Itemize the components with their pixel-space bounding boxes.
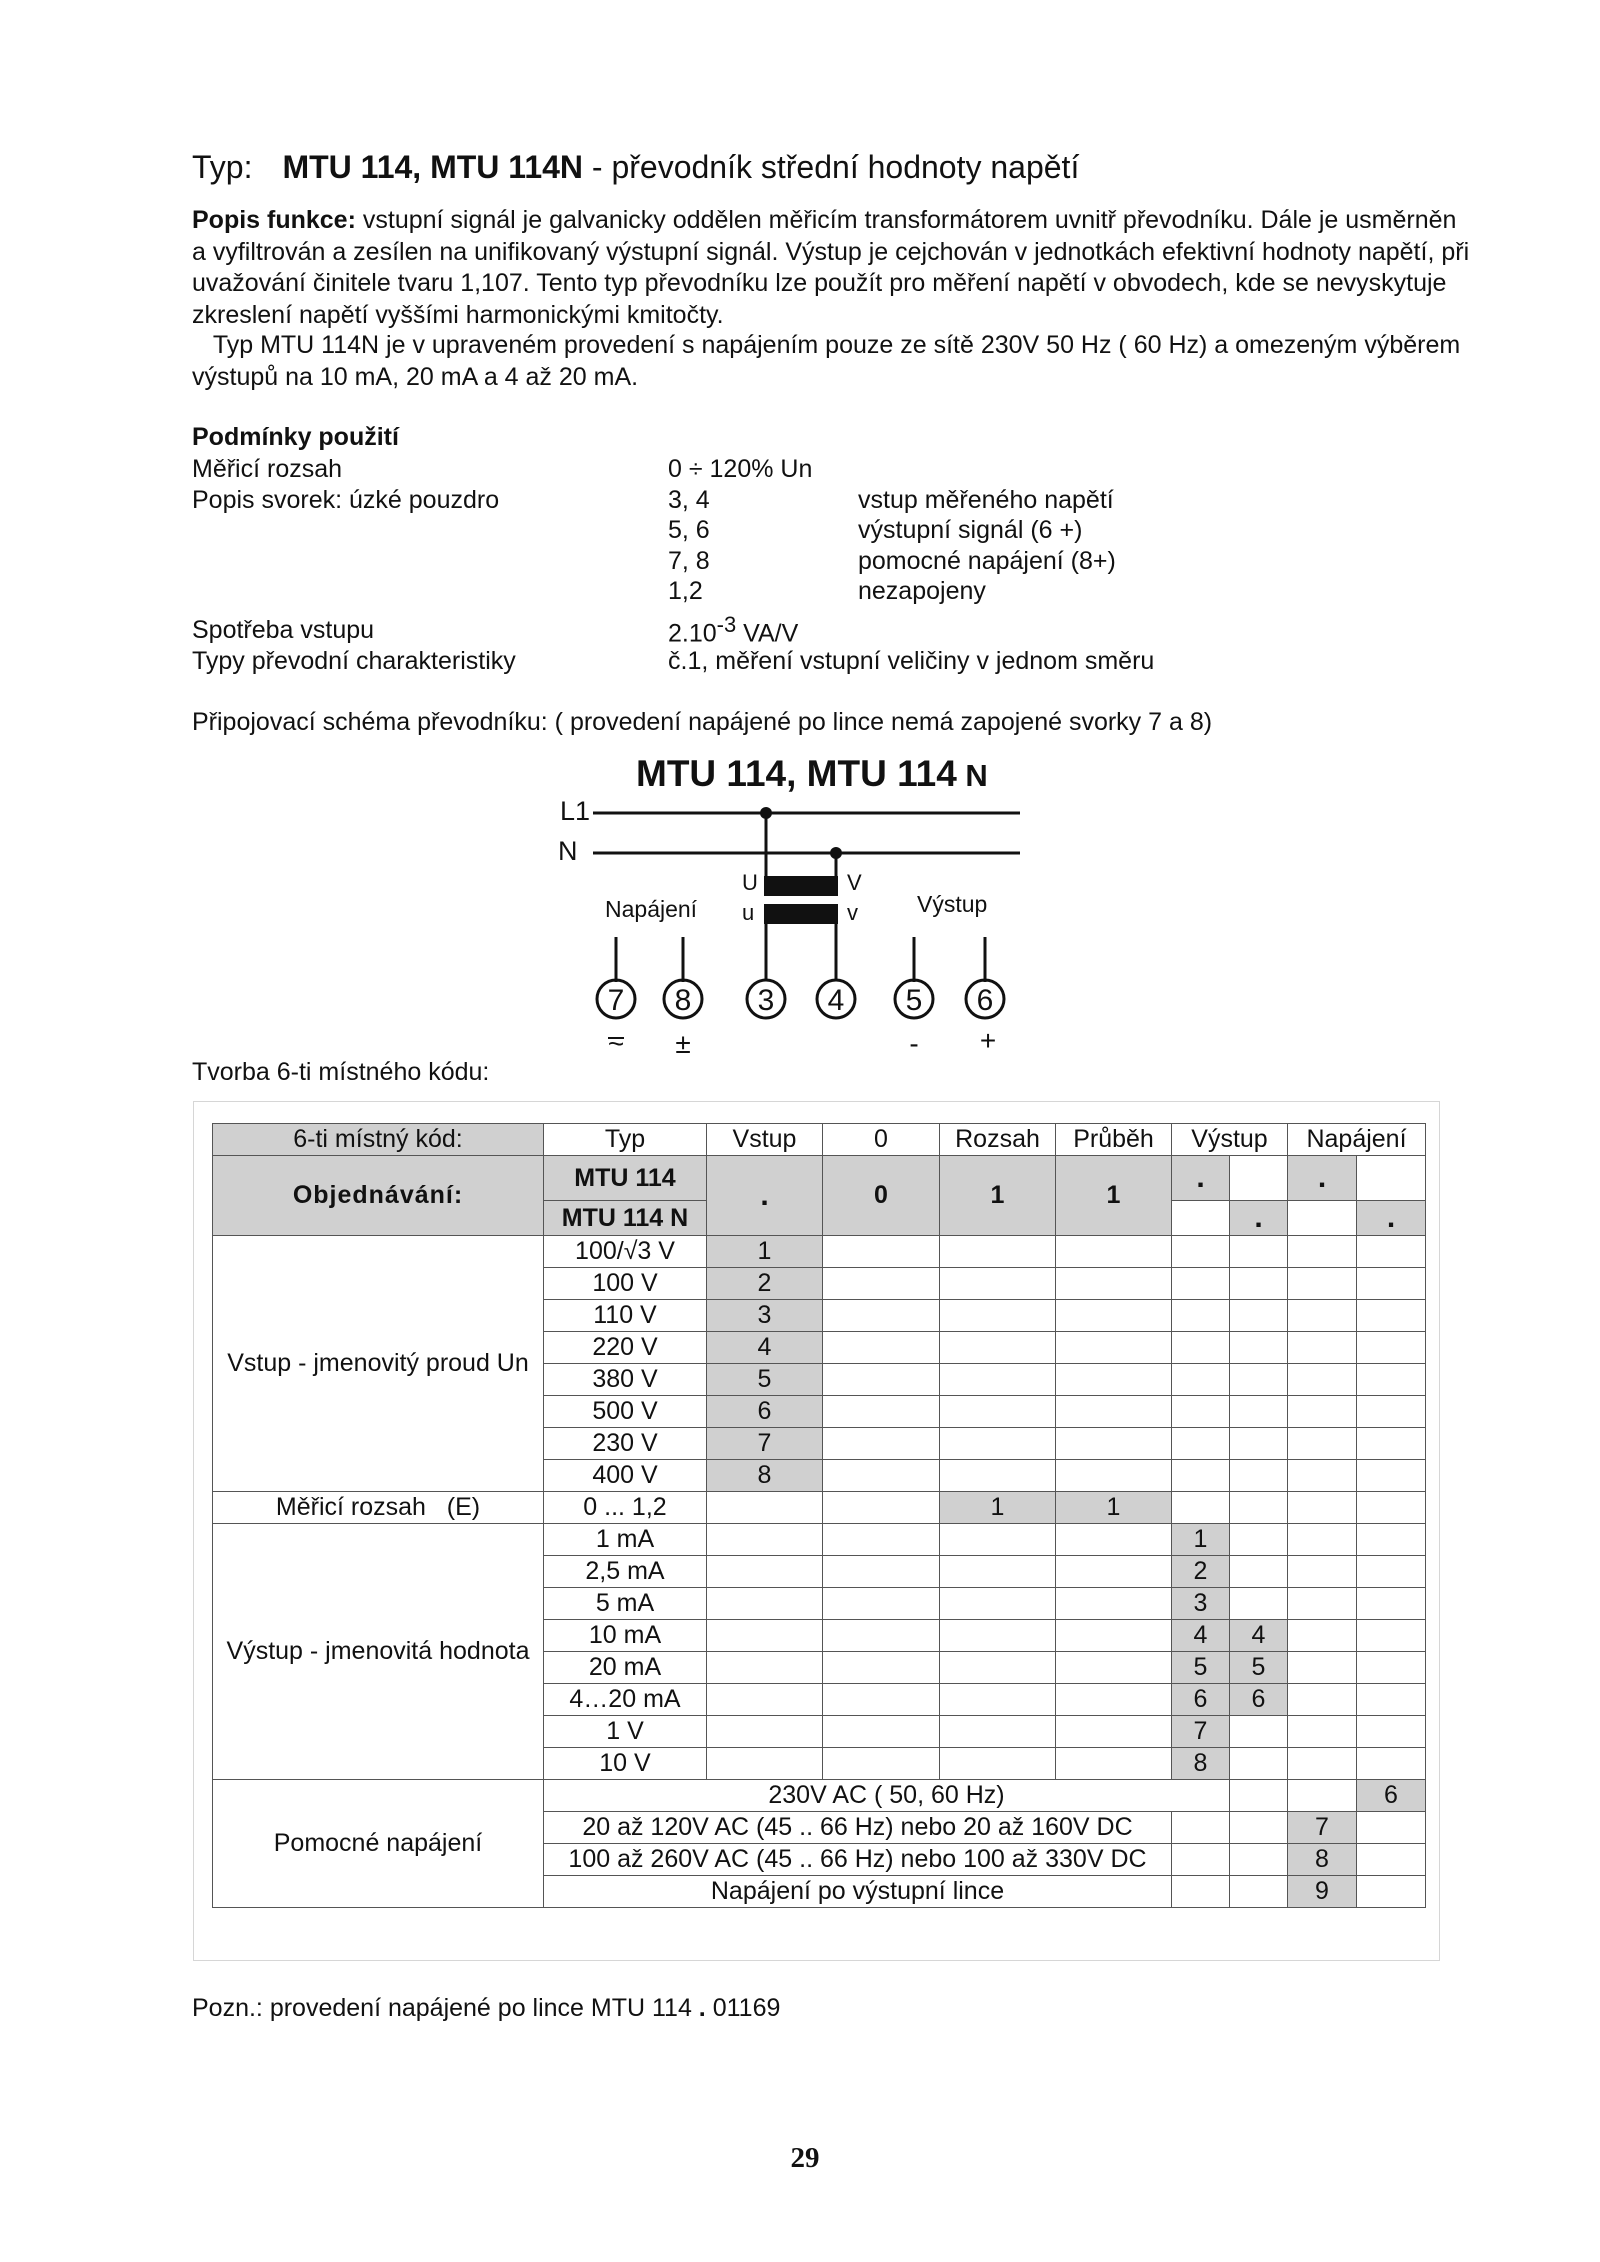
order-type: MTU 114 N: [544, 1201, 707, 1236]
page-title: [192, 149, 1079, 186]
page-number: 29: [790, 2142, 820, 2174]
output-code: 4: [1172, 1620, 1230, 1652]
output-value: 4…20 mA: [544, 1684, 707, 1716]
header-cell: 0: [823, 1124, 940, 1156]
terminal-pins: 5, 6: [668, 516, 710, 544]
header-cell: Průběh: [1056, 1124, 1172, 1156]
conditions-heading: Podmínky použití: [192, 423, 399, 451]
schema-caption: Připojovací schéma převodníku: ( provedení napájené po lince nemá zapojené svorky 7 a 8): [192, 708, 1213, 736]
junction-dot: [830, 847, 842, 859]
winding-label: V: [847, 870, 862, 895]
input-code: 4: [707, 1332, 823, 1364]
header-cell: 6-ti místný kód:: [213, 1124, 544, 1156]
characteristic-value: č.1, měření vstupní veličiny v jednom směru: [668, 647, 1155, 675]
terminal-desc: pomocné napájení (8+): [858, 547, 1116, 575]
output-code: 5: [1172, 1652, 1230, 1684]
terminal-pins: 1,2: [668, 577, 703, 605]
output-value: 1 V: [544, 1716, 707, 1748]
winding-label: U: [742, 870, 758, 895]
output-code-n: [1230, 1588, 1288, 1620]
terminal-desc: nezapojeny: [858, 577, 986, 605]
power-code-n: 6: [1357, 1780, 1426, 1812]
power-code: 9: [1288, 1876, 1357, 1908]
terminal-circle: [817, 980, 855, 1018]
terminal-number: 5: [905, 984, 923, 1017]
order-dot: .: [707, 1156, 823, 1236]
terminal-number: 6: [976, 984, 994, 1017]
power-code: 7: [1288, 1812, 1357, 1844]
terminal-sign: ~: [607, 1028, 625, 1059]
consumption-unit: VA/V: [736, 619, 799, 648]
output-code-n: [1230, 1524, 1288, 1556]
order-type: MTU 114: [544, 1156, 707, 1201]
range-value: 0 ÷ 120% Un: [668, 455, 813, 483]
order-dot: .: [1172, 1156, 1230, 1201]
consumption-value: [668, 612, 798, 648]
function-label: Popis funkce:: [192, 206, 356, 234]
note: [192, 1994, 780, 2023]
input-code: 1: [707, 1236, 823, 1268]
input-code: 5: [707, 1364, 823, 1396]
ordering-code-table: [212, 1123, 1426, 1908]
junction-dot: [760, 807, 772, 819]
model-names: MTU 114, MTU 114N: [282, 149, 584, 185]
empty-cell: [1357, 1156, 1426, 1201]
output-value: 5 mA: [544, 1588, 707, 1620]
range-code: 1: [940, 1492, 1056, 1524]
shape-code: 1: [1056, 1492, 1172, 1524]
line-l1-label: L1: [560, 796, 591, 826]
title-subtitle: - převodník střední hodnoty napětí: [583, 149, 1080, 185]
order-row: [213, 1156, 1426, 1201]
output-code-n: 4: [1230, 1620, 1288, 1652]
range-group-label: Měřicí rozsah (E): [213, 1492, 544, 1524]
power-value: Napájení po výstupní lince: [544, 1876, 1172, 1908]
terminal-pins: 7, 8: [668, 547, 710, 575]
code-caption: Tvorba 6-ti místného kódu:: [192, 1058, 490, 1086]
power-code: 8: [1288, 1844, 1357, 1876]
input-code: 7: [707, 1428, 823, 1460]
input-group-label: Vstup - jmenovitý proud Un: [213, 1236, 544, 1492]
output-code: 7: [1172, 1716, 1230, 1748]
range-value: 0 ... 1,2: [544, 1492, 707, 1524]
header-cell: Rozsah: [940, 1124, 1056, 1156]
table-row: [213, 1492, 1426, 1524]
terminal-desc: vstup měřeného napětí: [858, 486, 1114, 514]
order-shape: 1: [1056, 1156, 1172, 1236]
note-text: Pozn.: provedení napájené po lince MTU 114: [192, 1994, 692, 2022]
line-n-label: N: [558, 836, 578, 866]
header-cell: Výstup: [1172, 1124, 1288, 1156]
input-value: 230 V: [544, 1428, 707, 1460]
output-value: 10 mA: [544, 1620, 707, 1652]
terminal-circle: [966, 980, 1004, 1018]
order-label: Objednávání:: [213, 1156, 544, 1236]
range-label: Měřicí rozsah: [192, 455, 343, 483]
output-code-n: [1230, 1716, 1288, 1748]
output-code-n: [1230, 1748, 1288, 1780]
header-cell: Vstup: [707, 1124, 823, 1156]
terminal-circle: [597, 980, 635, 1018]
input-code: 8: [707, 1460, 823, 1492]
table-header-row: [213, 1124, 1426, 1156]
power-value: 20 až 120V AC (45 .. 66 Hz) nebo 20 až 160V DC: [544, 1812, 1172, 1844]
characteristic-label: Typy převodní charakteristiky: [192, 647, 516, 675]
transformer-primary: [764, 876, 838, 896]
note-dot: .: [691, 1994, 706, 2022]
diagram-title: MTU 114, MTU 114 N: [636, 753, 988, 794]
order-zero: 0: [823, 1156, 940, 1236]
consumption-exponent: -3: [716, 612, 737, 637]
terminal-sign: -: [909, 1028, 919, 1059]
consumption-label: Spotřeba vstupu: [192, 616, 375, 644]
transformer-secondary: [764, 904, 838, 924]
output-value: 1 mA: [544, 1524, 707, 1556]
output-code: 6: [1172, 1684, 1230, 1716]
terminal-number: 4: [827, 984, 845, 1017]
n-variant-description: [192, 330, 1472, 393]
header-cell: Typ: [544, 1124, 707, 1156]
terminal-pins: 3, 4: [668, 486, 710, 514]
function-description: [192, 205, 1472, 331]
terminal-sign: ±: [675, 1028, 691, 1059]
winding-label: u: [742, 900, 755, 925]
empty-cell: [1230, 1156, 1288, 1201]
input-value: 100/√3 V: [544, 1236, 707, 1268]
input-code: 6: [707, 1396, 823, 1428]
output-value: 2,5 mA: [544, 1556, 707, 1588]
output-value: 10 V: [544, 1748, 707, 1780]
note-code: 01169: [705, 1994, 781, 2022]
output-value: 20 mA: [544, 1652, 707, 1684]
input-value: 100 V: [544, 1268, 707, 1300]
input-code: 2: [707, 1268, 823, 1300]
power-value: 230V AC ( 50, 60 Hz): [544, 1780, 1230, 1812]
order-dot: .: [1288, 1156, 1357, 1201]
terminal-number: 3: [757, 984, 775, 1017]
power-value: 100 až 260V AC (45 .. 66 Hz) nebo 100 až 330V DC: [544, 1844, 1172, 1876]
n-variant-text: Typ MTU 114N je v upraveném provedení s napájením pouze ze sítě 230V 50 Hz ( 60 Hz) a omezeným výběrem výstupů na 10 mA, 20 mA a 4 až 20 mA.: [192, 331, 1468, 391]
terminal-sign: +: [979, 1025, 997, 1056]
table-row: [213, 1524, 1426, 1556]
order-dot: .: [1357, 1201, 1426, 1236]
output-code: 3: [1172, 1588, 1230, 1620]
empty-cell: [1172, 1201, 1230, 1236]
output-code-n: 6: [1230, 1684, 1288, 1716]
empty-cell: [1288, 1201, 1357, 1236]
output-code: 1: [1172, 1524, 1230, 1556]
output-code: 8: [1172, 1748, 1230, 1780]
table-row: [213, 1236, 1426, 1268]
terminal-circle: [895, 980, 933, 1018]
output-label: Výstup: [917, 891, 988, 917]
output-group-label: Výstup - jmenovitá hodnota: [213, 1524, 544, 1780]
input-value: 400 V: [544, 1460, 707, 1492]
terminal-circle: [664, 980, 702, 1018]
terminal-desc: výstupní signál (6 +): [858, 516, 1083, 544]
input-value: 500 V: [544, 1396, 707, 1428]
input-value: 220 V: [544, 1332, 707, 1364]
power-label: Napájení: [605, 896, 698, 922]
output-code-n: [1230, 1556, 1288, 1588]
winding-label: v: [847, 900, 858, 925]
consumption-base: 2.10: [668, 619, 717, 648]
terminal-circle: [747, 980, 785, 1018]
input-value: 110 V: [544, 1300, 707, 1332]
order-range: 1: [940, 1156, 1056, 1236]
terminal-number: 8: [674, 984, 692, 1017]
output-code-n: 5: [1230, 1652, 1288, 1684]
order-dot: .: [1230, 1201, 1288, 1236]
terminals-label: Popis svorek: úzké pouzdro: [192, 486, 500, 514]
function-text: vstupní signál je galvanicky oddělen měřicím transformátorem uvnitř převodníku. Dále je usměrněn a vyfiltrován a zesílen na unifikovaný výstupní signál. Výstup je cejchován v jednotkách efektivní hodnoty napětí, při uvažování činitele tvaru 1,107. Tento typ převodníku lze použít pro měření napětí v obvodech, kde se nevyskytuje zkreslení napětí vyššími harmonickými kmitočty.: [192, 206, 1470, 329]
input-value: 380 V: [544, 1364, 707, 1396]
input-code: 3: [707, 1300, 823, 1332]
terminal-number: 7: [607, 984, 625, 1017]
power-group-label: Pomocné napájení: [213, 1780, 544, 1908]
table-row: [213, 1780, 1426, 1812]
output-code: 2: [1172, 1556, 1230, 1588]
header-cell: Napájení: [1288, 1124, 1426, 1156]
type-label: Typ:: [192, 149, 253, 185]
